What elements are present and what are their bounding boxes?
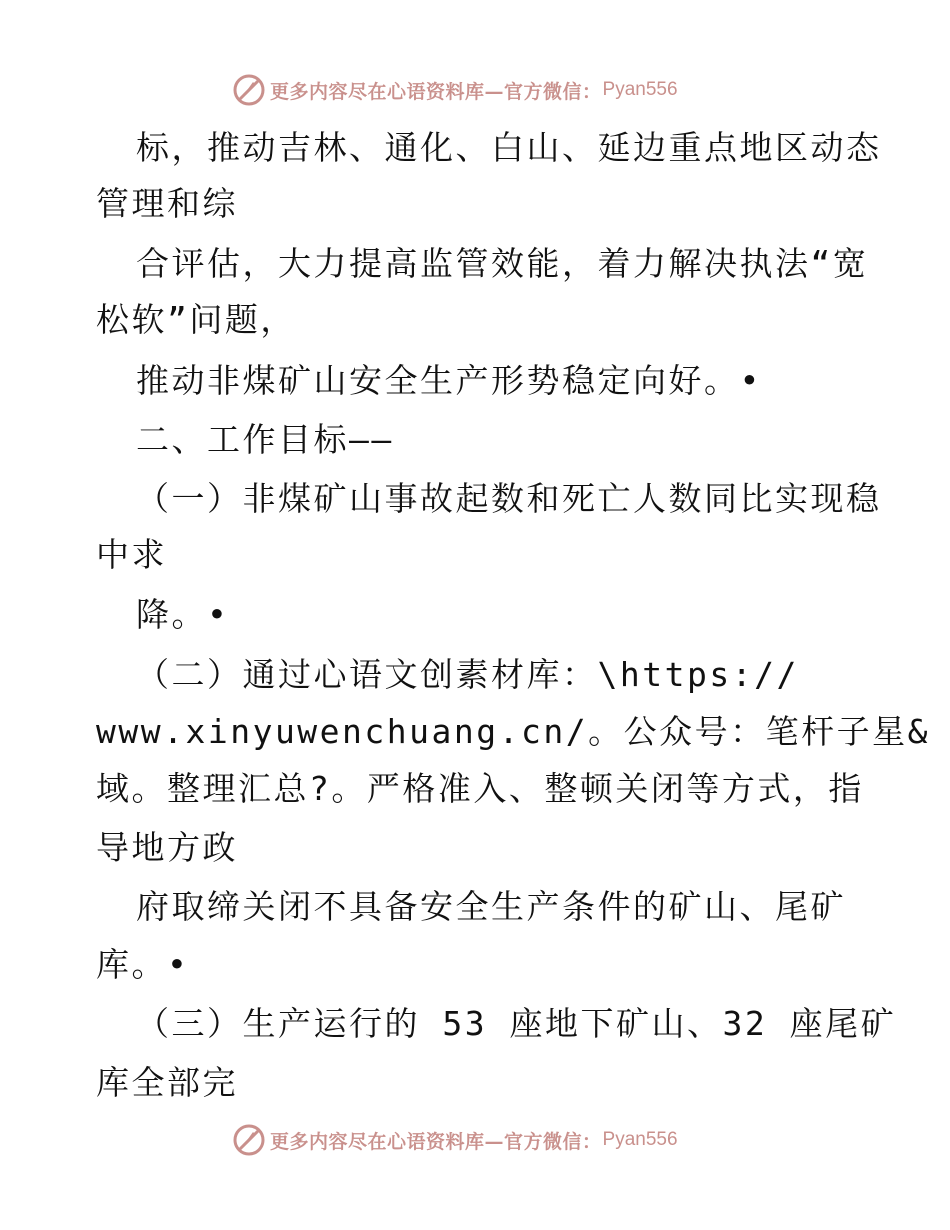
text-line: 松软”问题， [96, 300, 296, 339]
header-watermark [232, 72, 678, 108]
text-line: 降。• [136, 595, 230, 634]
text-line: 标，推动吉林、通化、白山、延边重点地区动态 [136, 128, 882, 167]
quill-logo-icon [232, 1123, 266, 1157]
quill-logo-icon [232, 73, 266, 107]
text-line: 导地方政 [96, 828, 238, 867]
watermark-text: 更多内容尽在心语资料库—官方微信： [270, 80, 602, 103]
text-line: 库全部完 [96, 1063, 238, 1102]
text-line: 府取缔关闭不具备安全生产条件的矿山、尾矿 [136, 887, 846, 926]
section-heading: 二、工作目标—— [136, 420, 394, 459]
text-line: 中求 [96, 535, 167, 574]
text-line: 域。整理汇总?。严格准入、整顿关闭等方式，指 [96, 769, 864, 808]
text-line: （二）通过心语文创素材库：\https:// [136, 655, 799, 694]
text-line: 推动非煤矿山安全生产形势稳定向好。• [136, 361, 762, 400]
text-line: 库。• [96, 945, 190, 984]
text-line: 合评估，大力提高监管效能，着力解决执法“宽 [136, 244, 869, 283]
footer-watermark [232, 1122, 678, 1158]
text-line: 管理和综 [96, 184, 238, 223]
watermark-wechat-id: Pyan556 [602, 1129, 678, 1150]
text-line: （一）非煤矿山事故起数和死亡人数同比实现稳 [136, 479, 882, 518]
text-line: www.xinyuwenchuang.cn/。公众号：笔杆子星& [96, 712, 930, 751]
watermark-text: 更多内容尽在心语资料库—官方微信： [270, 1130, 602, 1153]
text-line: （三）生产运行的 53 座地下矿山、32 座尾矿 [136, 1004, 897, 1043]
watermark-wechat-id: Pyan556 [602, 79, 678, 100]
